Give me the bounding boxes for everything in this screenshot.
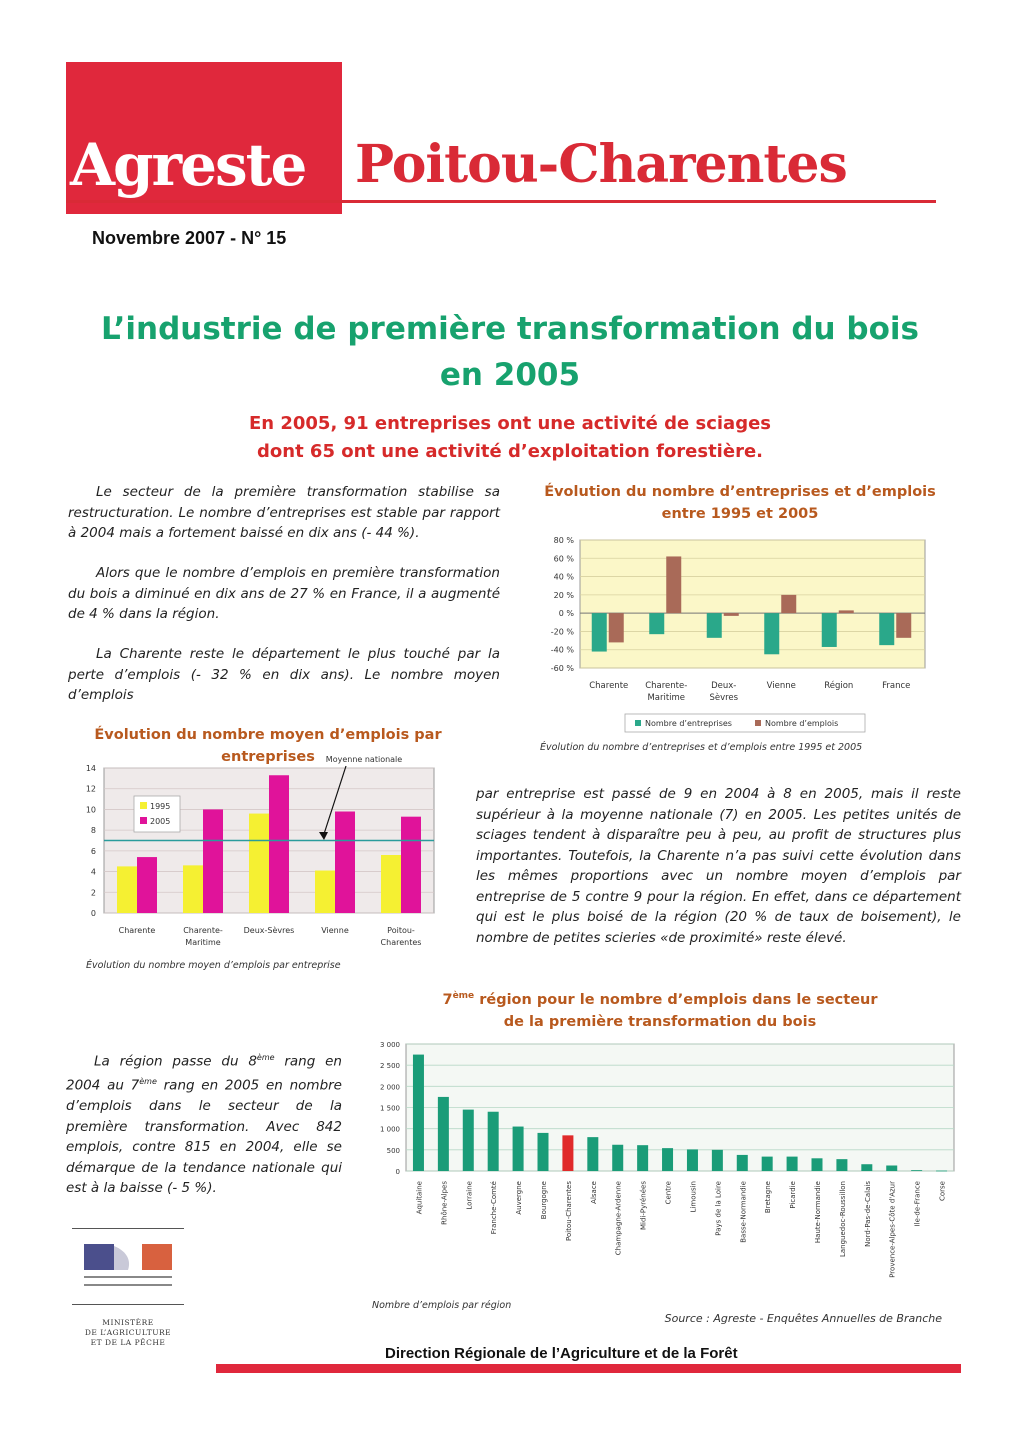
chart1-bar bbox=[666, 556, 681, 613]
chart2-legend-label: 1995 bbox=[150, 802, 171, 811]
chart3-category-label: Haute-Normandie bbox=[814, 1181, 822, 1244]
chart3-bar bbox=[762, 1157, 773, 1171]
chart3-category-label: Aquitaine bbox=[415, 1181, 424, 1215]
chart3-bar bbox=[936, 1171, 947, 1172]
chart3-title-line2: de la première transformation du bois bbox=[503, 1013, 817, 1030]
chart1-bar bbox=[764, 613, 779, 654]
chart2-bar bbox=[137, 857, 157, 913]
page-title-line2: en 2005 bbox=[439, 357, 581, 393]
footer-divider-top bbox=[72, 1228, 184, 1229]
chart3-bar bbox=[787, 1157, 798, 1171]
chart2-ytick-label: 14 bbox=[85, 764, 96, 773]
masthead-rule bbox=[66, 200, 936, 203]
chart3-ytick-label: 500 bbox=[386, 1146, 400, 1155]
chart2-category-label: Maritime bbox=[185, 938, 221, 947]
chart2-category-label: Vienne bbox=[321, 926, 349, 935]
chart1-ytick-label: 0 % bbox=[558, 609, 574, 619]
direction-name: Direction Régionale de l’Agriculture et de la Forêt bbox=[385, 1345, 738, 1362]
chart2-legend-swatch bbox=[140, 802, 147, 809]
chart1-ytick-label: 40 % bbox=[553, 572, 574, 582]
chart2-bar bbox=[381, 855, 401, 913]
chart3-ytick-label: 1 000 bbox=[379, 1125, 400, 1134]
chart3-ytick-label: 0 bbox=[395, 1168, 400, 1176]
chart1-ytick-label: -20 % bbox=[550, 627, 574, 637]
chart1-bar bbox=[781, 595, 796, 613]
paragraph-1 bbox=[68, 482, 500, 544]
chart2-bar bbox=[269, 775, 289, 913]
paragraph-5-sup1: ème bbox=[256, 1053, 275, 1062]
chart3-category-label: Poitou-Charentes bbox=[564, 1181, 573, 1241]
chart1-category-label: Charente- bbox=[645, 681, 688, 691]
chart3-bar bbox=[662, 1148, 673, 1171]
chart3-category-label: Champagne-Ardenne bbox=[614, 1181, 623, 1256]
page-subtitle-line2: dont 65 ont une activité d’exploitation forestière. bbox=[257, 441, 763, 462]
paragraph-3 bbox=[68, 644, 500, 706]
chart2-bar bbox=[335, 812, 355, 914]
chart1-legend-label: Nombre d’emplois bbox=[765, 719, 839, 728]
ministry-name bbox=[72, 1318, 184, 1348]
chart2-caption: Évolution du nombre moyen d’emplois par entreprise bbox=[86, 960, 341, 971]
chart3-caption: Nombre d’emplois par région bbox=[372, 1300, 512, 1311]
chart2-category-label: Charente- bbox=[183, 926, 223, 935]
paragraph-2-text: Alors que le nombre d’emplois en première transformation du bois a diminué en dix ans de 27 % en France, il a augmenté de 4 % dans la région. bbox=[68, 565, 500, 622]
chart3-category-label: Limousin bbox=[689, 1181, 698, 1213]
chart2-bar bbox=[203, 809, 223, 913]
chart3-bar bbox=[562, 1135, 573, 1171]
chart-emplois-region bbox=[366, 1036, 966, 1336]
chart2-ytick-label: 6 bbox=[90, 846, 96, 856]
chart3-bar bbox=[488, 1112, 499, 1171]
chart3-title-rest: région pour le nombre d’emplois dans le secteur bbox=[474, 991, 878, 1008]
chart3-title-line1 bbox=[380, 985, 940, 1011]
chart3-category-label: Provence-Alpes-Côte d'Azur bbox=[888, 1181, 897, 1278]
chart3-category-label: Midi-Pyrénées bbox=[639, 1181, 648, 1230]
chart1-bar bbox=[724, 613, 739, 616]
chart3-bar bbox=[712, 1150, 723, 1171]
chart2-reference-label: Moyenne nationale bbox=[325, 755, 403, 764]
chart3-bar bbox=[438, 1097, 449, 1171]
chart1-plot-area bbox=[580, 540, 925, 668]
chart1-category-label: France bbox=[882, 681, 911, 691]
chart1-ytick-label: 20 % bbox=[553, 590, 574, 600]
chart2-legend-label: 2005 bbox=[150, 817, 171, 826]
chart1-ytick-label: -60 % bbox=[550, 664, 574, 673]
chart2-category-label: Deux-Sèvres bbox=[243, 926, 295, 935]
chart1-bar bbox=[707, 613, 722, 638]
issue-date: Novembre 2007 - N° 15 bbox=[92, 228, 287, 248]
chart3-category-label: Lorraine bbox=[465, 1181, 474, 1210]
chart3-ytick-label: 3 000 bbox=[379, 1041, 400, 1049]
chart1-category-label: Maritime bbox=[647, 693, 686, 703]
paragraph-5-b: rang en 2004 au 7 bbox=[66, 1053, 342, 1094]
chart3-bar bbox=[513, 1127, 524, 1171]
chart3-title bbox=[380, 985, 940, 1033]
page-subtitle-line1: En 2005, 91 entreprises ont une activité de sciages bbox=[248, 413, 772, 434]
chart3-bar bbox=[587, 1137, 598, 1171]
chart3-bar bbox=[886, 1165, 897, 1171]
chart3-category-label: Franche-Comté bbox=[490, 1181, 499, 1235]
chart2-category-label: Poitou- bbox=[387, 926, 415, 935]
chart3-ytick-label: 1 500 bbox=[379, 1104, 400, 1113]
chart2-ytick-label: 12 bbox=[85, 784, 96, 794]
chart1-ytick-label: -40 % bbox=[550, 645, 574, 655]
page-title-line1: L’industrie de première transformation du bois bbox=[101, 311, 919, 347]
chart3-bar bbox=[413, 1055, 424, 1171]
paragraph-3-text: La Charente reste le département le plus touché par la perte d’emplois (- 32 % en dix ans). Le nombre moyen d’emplois bbox=[68, 646, 500, 703]
chart-emplois-moyens bbox=[68, 748, 468, 978]
chart3-bar bbox=[637, 1145, 648, 1171]
paragraph-5-c: rang en 2005 en nombre d’emplois dans le secteur de la première transformation. Avec 842 emplois, contre 815 en 2004, elle se démarque de la tendance nationale qui est à la baisse (- 5 %). bbox=[66, 1077, 342, 1196]
chart2-bar bbox=[249, 814, 269, 913]
chart2-bar bbox=[315, 871, 335, 913]
chart3-category-label: Corse bbox=[938, 1181, 947, 1202]
page-subtitle bbox=[130, 410, 890, 466]
chart1-category-label: Charente bbox=[589, 681, 629, 691]
chart2-title: Évolution du nombre moyen d’emplois par entreprises bbox=[94, 727, 442, 765]
chart2-ytick-label: 8 bbox=[90, 826, 96, 836]
footer-divider-mid bbox=[72, 1304, 184, 1305]
chart3-category-label: Picardie bbox=[789, 1181, 798, 1209]
paragraph-1-text: Le secteur de la première transformation stabilise sa restructuration. Le nombre d’entreprises est stable par rapport à 2004 mais a fortement baissé en dix ans (- 44 %). bbox=[68, 484, 500, 541]
marianne-logo bbox=[84, 1242, 172, 1298]
chart3-bar bbox=[463, 1110, 474, 1171]
chart2-legend-swatch bbox=[140, 817, 147, 824]
chart1-legend-swatch bbox=[755, 720, 761, 726]
paragraph-5-a: La région passe du 8 bbox=[94, 1053, 257, 1070]
chart3-bar bbox=[812, 1158, 823, 1171]
chart3-title-sup: ème bbox=[452, 991, 475, 1001]
chart2-bar bbox=[183, 865, 203, 913]
chart2-ytick-label: 10 bbox=[85, 805, 96, 815]
chart2-bar bbox=[401, 817, 421, 913]
chart1-bar bbox=[896, 613, 911, 638]
chart2-ytick-label: 2 bbox=[90, 888, 96, 898]
chart3-category-label: Bretagne bbox=[764, 1181, 773, 1214]
chart3-bar bbox=[737, 1155, 748, 1171]
chart1-bar bbox=[592, 613, 607, 651]
chart1-bar bbox=[879, 613, 894, 645]
chart1-category-label: Région bbox=[824, 681, 854, 691]
paragraph-5 bbox=[66, 1048, 342, 1199]
chart3-category-label: Ile-de-France bbox=[913, 1181, 922, 1227]
chart1-title: Évolution du nombre d’entreprises et d’emplois entre 1995 et 2005 bbox=[544, 484, 936, 522]
chart3-category-label: Nord-Pas-de-Calais bbox=[863, 1181, 872, 1247]
ministry-line-2: DE L’AGRICULTURE bbox=[84, 1328, 172, 1337]
chart1-category-label: Vienne bbox=[766, 681, 796, 691]
chart3-category-label: Basse-Normandie bbox=[739, 1181, 748, 1243]
chart1-bar bbox=[822, 613, 837, 647]
chart3-bar bbox=[861, 1164, 872, 1171]
paragraph-4: par entreprise est passé de 9 en 2004 à 8 en 2005, mais il reste supérieur à la moyenne nationale (7) en 2005. Les petites unités de sciages tendent à disparaître peu à peu, au profit de structures plus importantes. Toutefois, la Charente n’a pas suivi cette évolution dans les mêmes proportions avec un nombre moyen d’emplois par entreprise de 5 contre 9 pour la région. En effet, dans ce département qui est le plus boisé de la région (20 % de taux de boisement), le nombre de petites scieries «de proximité» reste élevé. bbox=[476, 786, 961, 946]
chart3-bar bbox=[612, 1145, 623, 1171]
chart2-category-label: Charentes bbox=[380, 938, 422, 947]
chart1-category-label: Deux- bbox=[711, 681, 737, 691]
chart1-legend-label: Nombre d’entreprises bbox=[645, 719, 732, 728]
chart1-bar bbox=[609, 613, 624, 642]
chart2-category-label: Charente bbox=[118, 926, 156, 935]
chart1-category-label: Sèvres bbox=[709, 693, 739, 703]
region-name: Poitou-Charentes bbox=[355, 134, 847, 195]
chart2-ytick-label: 4 bbox=[90, 867, 96, 877]
page-title bbox=[80, 306, 940, 398]
chart3-category-label: Bourgogne bbox=[540, 1181, 548, 1220]
chart3-bar bbox=[687, 1149, 698, 1171]
chart1-ytick-label: 60 % bbox=[553, 554, 574, 564]
chart1-bar bbox=[649, 613, 664, 634]
chart2-bar bbox=[117, 866, 137, 913]
chart3-bar bbox=[836, 1159, 847, 1171]
chart3-category-label: Auvergne bbox=[515, 1181, 524, 1215]
chart-entreprises-emplois bbox=[530, 528, 950, 758]
chart2-ytick-label: 0 bbox=[90, 909, 96, 918]
chart3-category-label: Pays de la Loire bbox=[714, 1181, 723, 1236]
chart3-category-label: Rhône-Alpes bbox=[440, 1181, 449, 1225]
footer-red-bar bbox=[216, 1364, 961, 1373]
brand-logo-text: Agreste bbox=[70, 131, 306, 199]
ministry-line-3: ET DE LA PÊCHE bbox=[90, 1338, 166, 1347]
chart3-category-label: Languedoc-Roussillon bbox=[838, 1181, 847, 1258]
chart3-category-label: Centre bbox=[664, 1181, 673, 1205]
chart3-source: Source : Agreste - Enquêtes Annuelles de Branche bbox=[664, 1312, 942, 1325]
paragraph-2 bbox=[68, 563, 500, 625]
chart1-bar bbox=[839, 610, 854, 613]
chart1-ytick-label: 80 % bbox=[553, 536, 574, 545]
paragraph-5-sup2: ème bbox=[139, 1077, 157, 1086]
chart3-ytick-label: 2 500 bbox=[379, 1062, 400, 1071]
chart3-title-rank: 7 bbox=[442, 991, 453, 1008]
chart3-ytick-label: 2 000 bbox=[379, 1083, 400, 1092]
chart1-legend-swatch bbox=[635, 720, 641, 726]
ministry-line-1: MINISTÈRE bbox=[102, 1318, 154, 1327]
chart3-category-label: Alsace bbox=[589, 1181, 598, 1204]
chart3-bar bbox=[538, 1133, 549, 1171]
chart3-bar bbox=[911, 1170, 922, 1171]
chart1-caption: Évolution du nombre d’entreprises et d’emplois entre 1995 et 2005 bbox=[540, 742, 863, 753]
